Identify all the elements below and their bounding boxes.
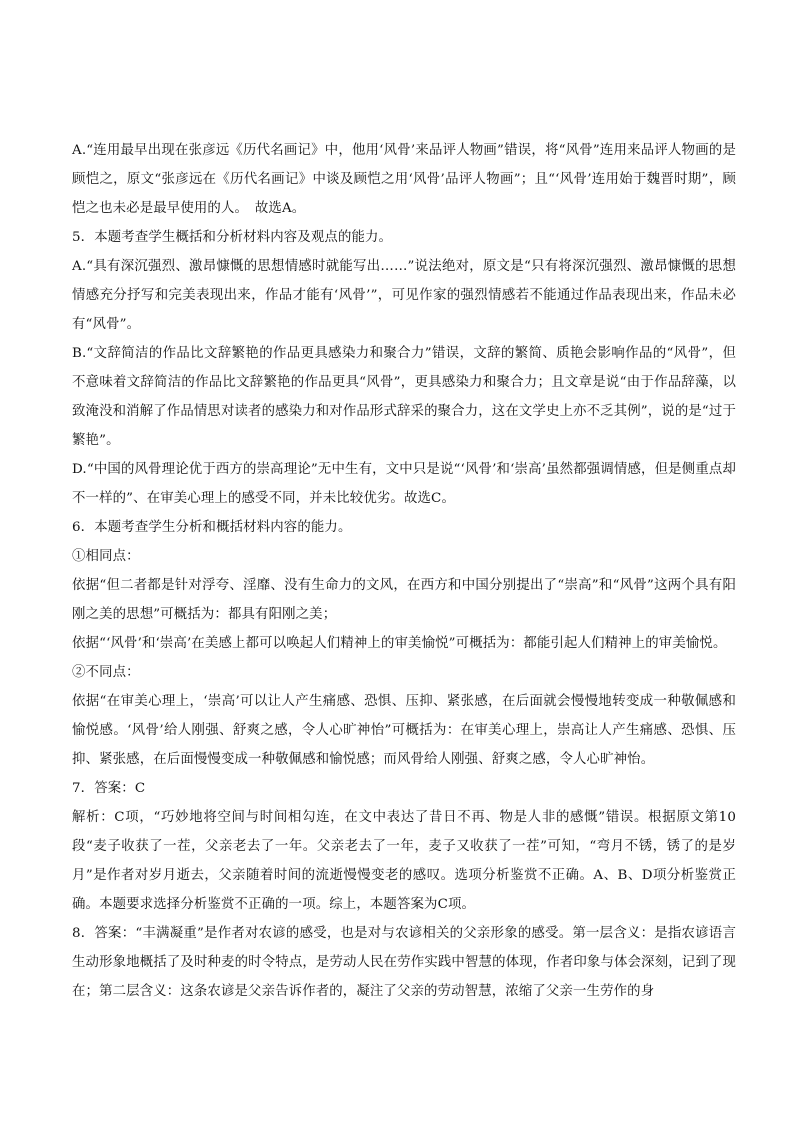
question-5-option-a: A.“具有深沉强烈、激昂慷慨的思想情感时就能写出……”说法绝对，原文是“只有将深沉强烈、激昂慷慨的思想情感充分抒写和完美表现出来，作品才能有‘风骨’”，可见作家的强烈情感若不能通过作品表现出来，作品未必有“风骨”。 <box>72 259 736 332</box>
question-8-answer: 8．答案：“丰满凝重”是作者对农谚的感受，也是对与农谚相关的父亲形象的感受。第一层含义：是指农谚语言生动形象地概括了及时种麦的时令特点，是劳动人民在劳作实践中智慧的体现，作者印象与体会深刻，记到了现在；第二层含义：这条农谚是父亲告诉作者的，凝注了父亲的劳动智慧，浓缩了父亲一生劳作的身 <box>72 926 736 999</box>
question-6-heading: 6．本题考查学生分析和概括材料内容的能力。 <box>72 520 352 535</box>
question-6-similarity-1: 依据“但二者都是针对浮夸、淫靡、没有生命力的文风，在西方和中国分别提出了“崇高”和“风骨”这两个具有阳刚之美的思想”可概括为：都具有阳刚之美； <box>72 578 736 622</box>
question-6-differences-label: ②不同点： <box>72 665 140 680</box>
question-6-similarities-label: ①相同点： <box>72 549 140 564</box>
question-7-answer: 7．答案：C <box>72 781 146 796</box>
document-page <box>72 136 736 1006</box>
question-5-option-b: B.“文辞简洁的作品比文辞繁艳的作品更具感染力和聚合力”错误，文辞的繁简、质艳会影响作品的“风骨”，但不意味着文辞简洁的作品比文辞繁艳的作品更具“风骨”，更具感染力和聚合力；且文章是说“由于作品辞藻，以致淹没和消解了作品情思对读者的感染力和对作品形式辞采的聚合力，这在文学史上亦不乏其例”，说的是“过于繁艳”。 <box>72 346 736 448</box>
question-5-heading: 5．本题考查学生概括和分析材料内容及观点的能力。 <box>72 230 393 245</box>
answer-4-option-a: A.“连用最早出现在张彦远《历代名画记》中，他用‘风骨’来品评人物画”错误，将“风骨”连用来品评人物画的是顾恺之，原文“张彦远在《历代名画记》中谈及顾恺之用‘风骨’品评人物画”；且“‘风骨’连用始于魏晋时期”，顾恺之也未必是最早使用的人。 故选A。 <box>72 143 736 216</box>
question-6-similarity-2: 依据“‘风骨’和‘崇高’在美感上都可以唤起人们精神上的审美愉悦”可概括为：都能引起人们精神上的审美愉悦。 <box>72 636 727 651</box>
question-6-difference: 依据“在审美心理上，‘崇高’可以让人产生痛感、恐惧、压抑、紧张感，在后面就会慢慢地转变成一种敬佩感和愉悦感。‘风骨’给人刚强、舒爽之感，令人心旷神怡”可概括为：在审美心理上，崇高让人产生痛感、恐惧、压抑、紧张感，在后面慢慢变成一种敬佩感和愉悦感；而风骨给人刚强、舒爽之感，令人心旷神怡。 <box>72 694 736 767</box>
question-7-analysis: 解析：C项，“巧妙地将空间与时间相勾连，在文中表达了昔日不再、物是人非的感慨”错误。根据原文第10段“麦子收获了一茬，父亲老去了一年。父亲老去了一年，麦子又收获了一茬”可知，“弯月不锈，锈了的是岁月”是作者对岁月逝去，父亲随着时间的流逝慢慢变老的感叹。选项分析鉴赏不正确。A、B、D项分析鉴赏正确。本题要求选择分析鉴赏不正确的一项。综上，本题答案为C项。 <box>72 810 736 912</box>
question-5-option-d: D.“中国的风骨理论优于西方的崇高理论”无中生有，文中只是说“‘风骨’和‘崇高’虽然都强调情感，但是侧重点却不一样的”、在审美心理上的感受不同，并未比较优劣。故选C。 <box>72 462 736 506</box>
